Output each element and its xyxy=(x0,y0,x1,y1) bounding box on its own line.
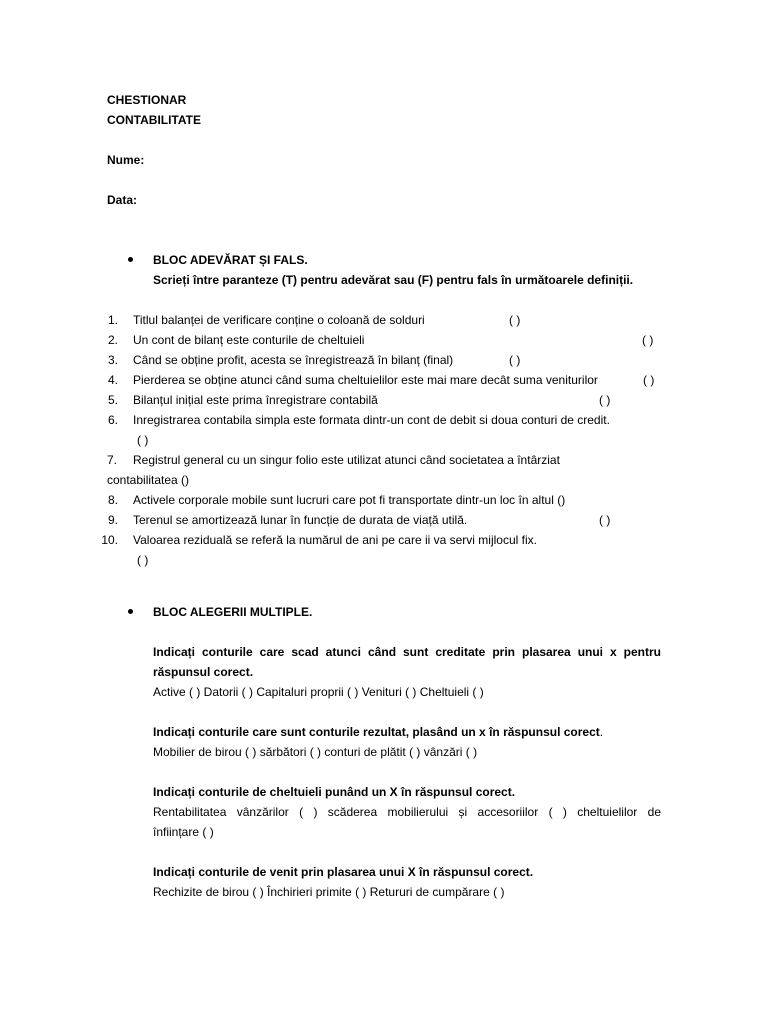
answer-parentheses[interactable]: ( ) xyxy=(599,393,611,407)
mc-options-3[interactable]: Rentabilitatea vânzărilor ( ) scăderea mobilierului și accesoriilor ( ) cheltuielilor de xyxy=(153,805,661,819)
mc-options-4[interactable]: Rechizite de birou ( ) Închirieri primite ( ) Retururi de cumpărare ( ) xyxy=(153,885,505,899)
mc-options-1[interactable]: Active ( ) Datorii ( ) Capitaluri proprii ( ) Venituri ( ) Cheltuieli ( ) xyxy=(153,685,484,699)
answer-parentheses[interactable]: ( ) xyxy=(509,313,521,327)
question-text: Când se obține profit, acesta se înregistrează în bilanț (final) xyxy=(133,353,454,367)
question-number: 7. xyxy=(107,453,118,467)
mc-question-3: Indicați conturile de cheltuieli punând un X în răspunsul corect. xyxy=(153,785,516,799)
answer-parentheses[interactable]: ( ) xyxy=(509,353,521,367)
question-number: 5. xyxy=(107,393,118,407)
mc-question-4: Indicați conturile de venit prin plasarea unui X în răspunsul corect. xyxy=(153,865,534,879)
question-number: 6. xyxy=(107,413,118,427)
question-text: Pierderea se obține atunci când suma cheltuielilor este mai mare decât suma veniturilor xyxy=(133,373,598,387)
answer-parentheses[interactable]: ( ) xyxy=(599,513,611,527)
mc-question-1: Indicați conturile care scad atunci când sunt creditate prin plasarea unui x pentru xyxy=(153,645,661,659)
question-number: 10. xyxy=(101,533,118,547)
title-line-2: CONTABILITATE xyxy=(107,113,201,127)
mc-question-2: Indicați conturile care sunt conturile rezultat, plasând un x în răspunsul corect. xyxy=(153,725,604,739)
question-number: 1. xyxy=(107,313,118,327)
answer-parentheses[interactable]: ( ) xyxy=(137,553,149,567)
mc-question-1-continued: răspunsul corect. xyxy=(153,665,254,679)
section1-instruction: Scrieți între paranteze (T) pentru adevărat sau (F) pentru fals în următoarele definiții. xyxy=(153,273,634,287)
question-text: Inregistrarea contabila simpla este formata dintr-un cont de debit si doua conturi de credit. xyxy=(133,413,610,427)
question-text-continued: contabilitatea () xyxy=(107,473,190,487)
question-text: Titlul balanței de verificare conține o coloană de solduri xyxy=(133,313,425,327)
answer-parentheses[interactable]: ( ) xyxy=(643,373,655,387)
title-line-1: CHESTIONAR xyxy=(107,93,187,107)
bullet-icon xyxy=(128,609,133,614)
question-number: 9. xyxy=(107,513,118,527)
question-text: Valoarea reziduală se referă la numărul de ani pe care ii va servi mijlocul fix. xyxy=(133,533,537,547)
date-label: Data: xyxy=(107,193,138,207)
bullet-icon xyxy=(128,257,133,262)
question-text: Bilanțul inițial este prima înregistrare contabilă xyxy=(133,393,378,407)
name-label: Nume: xyxy=(107,153,145,167)
question-number: 3. xyxy=(107,353,118,367)
question-text: Registrul general cu un singur folio este utilizat atunci când societatea a întârziat xyxy=(133,453,560,467)
section1-title: BLOC ADEVĂRAT ȘI FALS. xyxy=(153,253,308,267)
question-text: Terenul se amortizează lunar în funcție de durata de viață utilă. xyxy=(133,513,468,527)
answer-parentheses[interactable]: ( ) xyxy=(642,333,654,347)
section2-title: BLOC ALEGERII MULTIPLE. xyxy=(153,605,313,619)
question-text: Activele corporale mobile sunt lucruri care pot fi transportate dintr-un loc în altul () xyxy=(133,493,566,507)
question-number: 2. xyxy=(107,333,118,347)
answer-parentheses[interactable]: ( ) xyxy=(137,433,149,447)
mc-options-2[interactable]: Mobilier de birou ( ) sărbători ( ) conturi de plătit ( ) vânzări ( ) xyxy=(153,745,478,759)
question-text: Un cont de bilanț este conturile de cheltuieli xyxy=(133,333,365,347)
mc-options-3-continued[interactable]: înființare ( ) xyxy=(153,825,214,839)
question-number: 4. xyxy=(107,373,118,387)
question-number: 8. xyxy=(107,493,118,507)
